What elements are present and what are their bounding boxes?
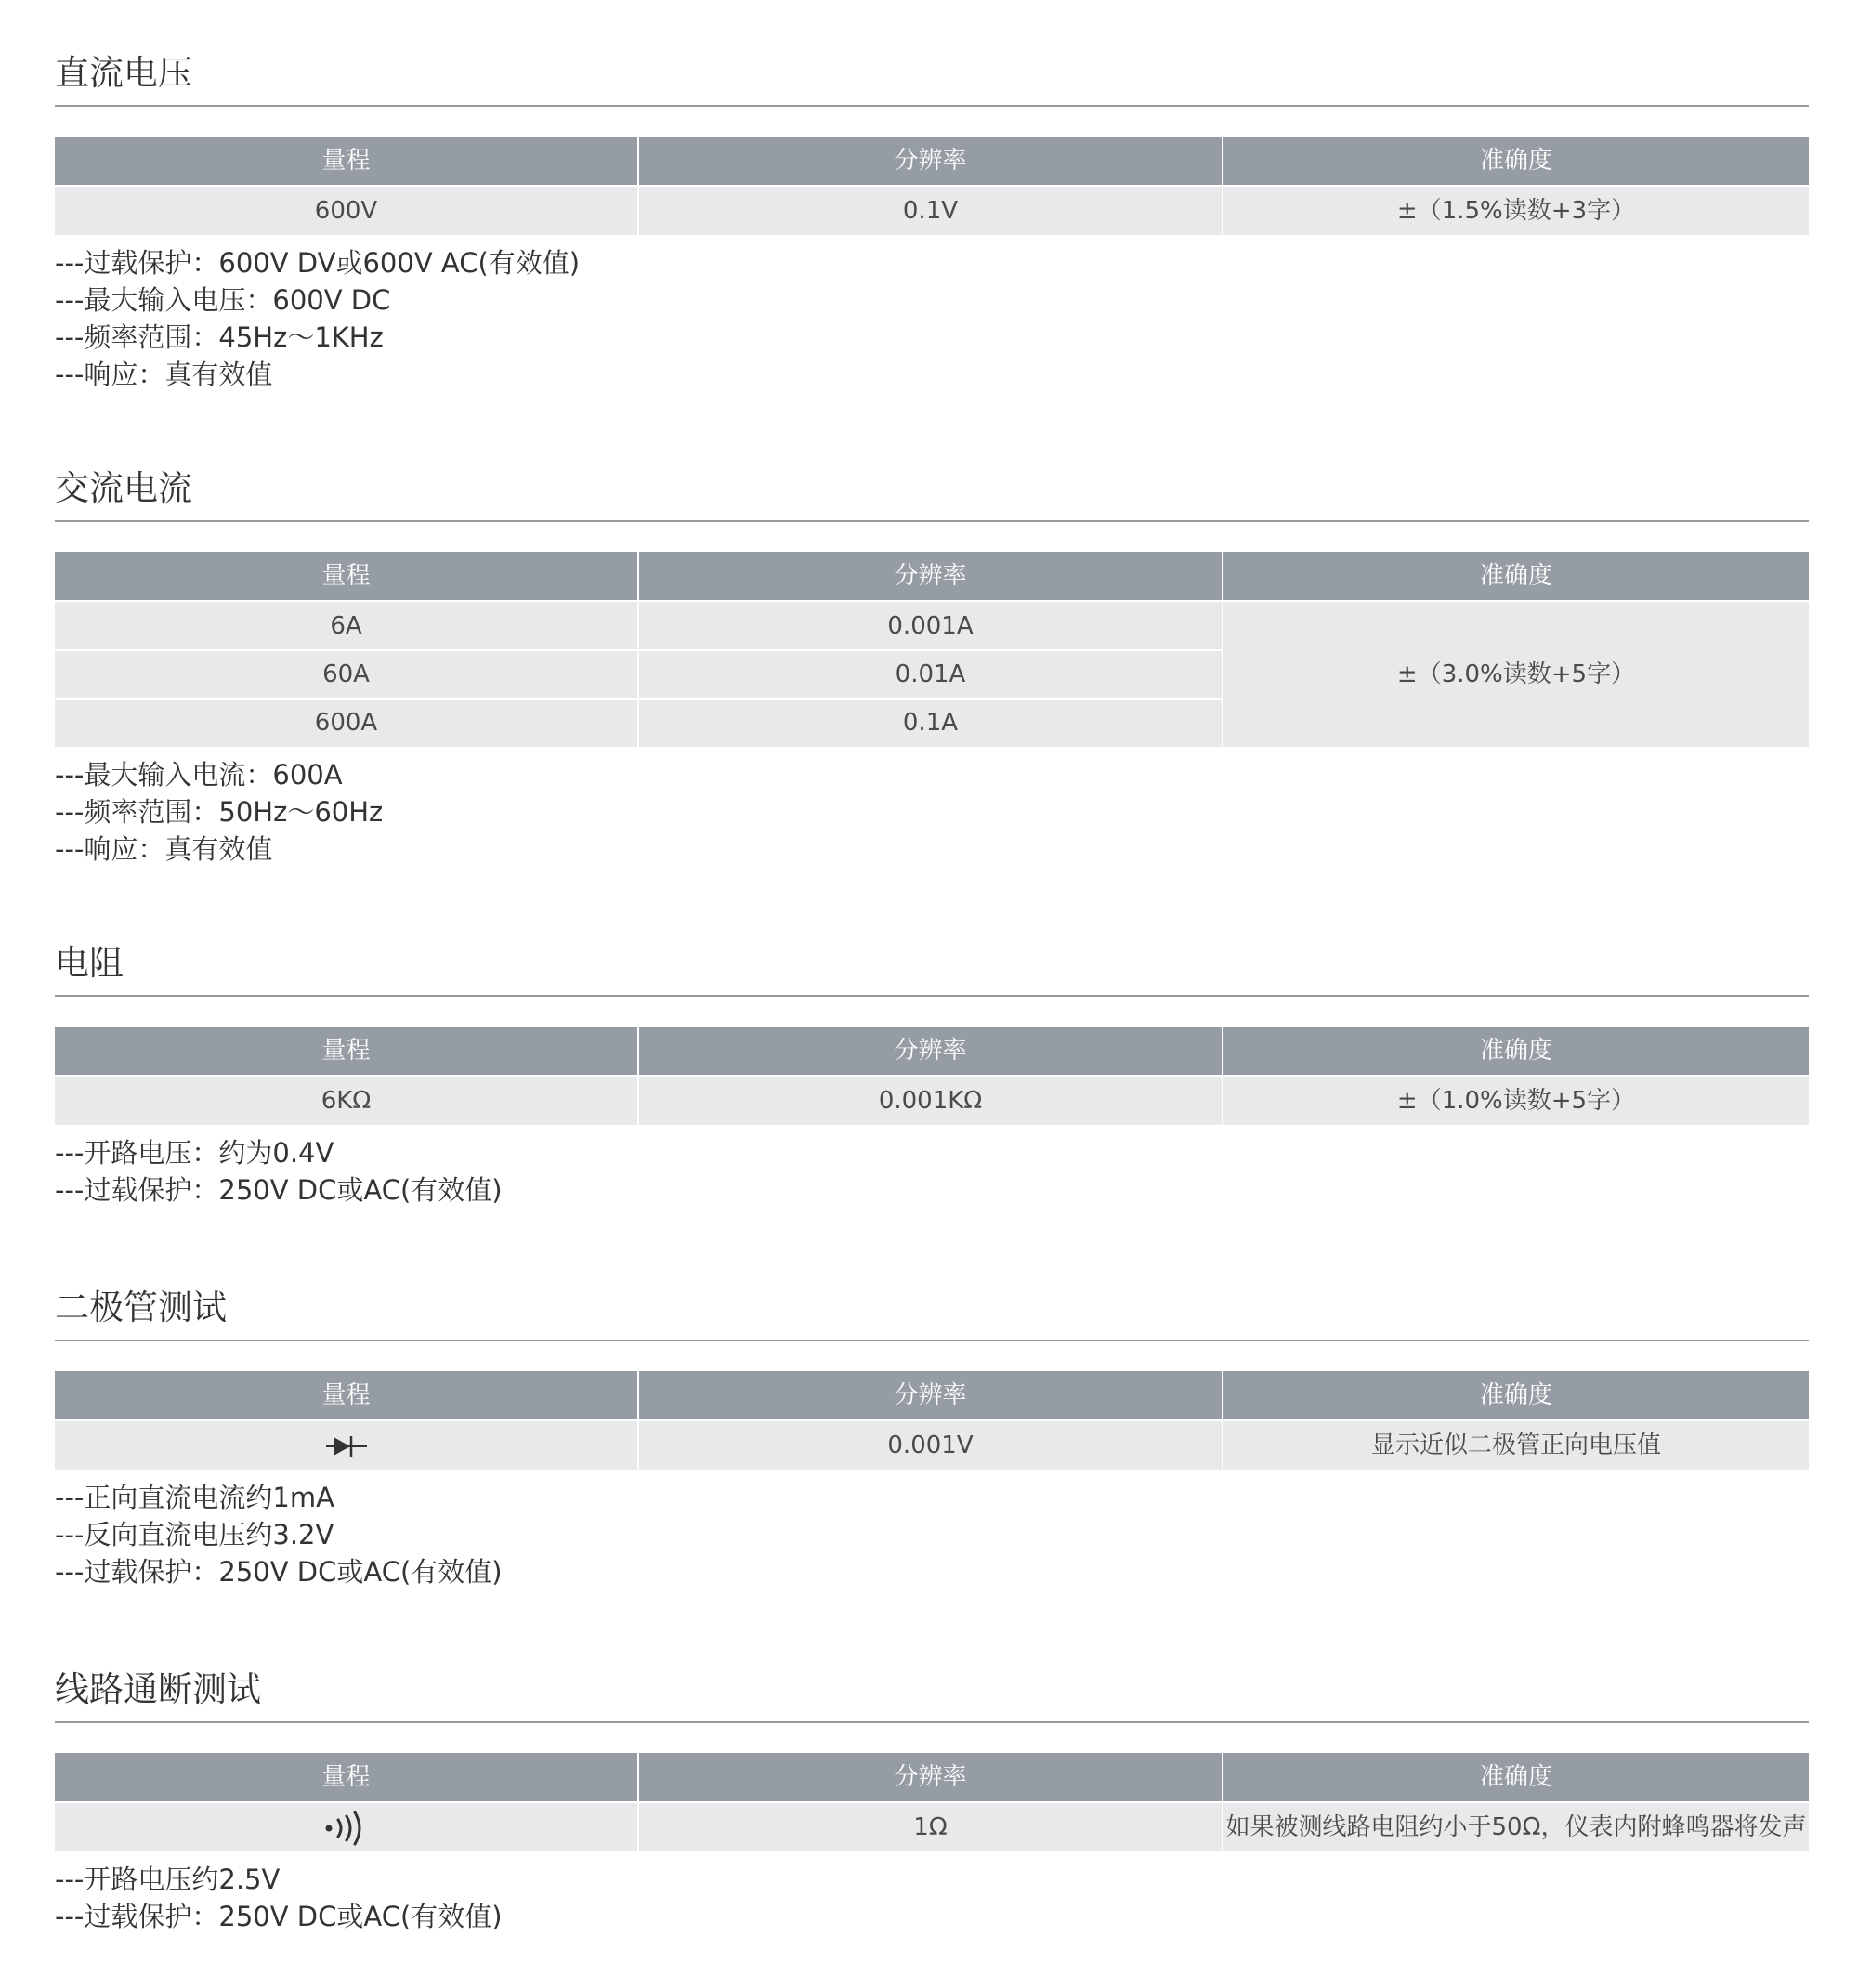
table-header-row (55, 1371, 1809, 1419)
table-row (55, 1077, 1809, 1125)
table-header-row (55, 552, 1809, 600)
cell-accuracy: ±（1.5%读数+3字） (1223, 187, 1809, 235)
notes-list (55, 1134, 1170, 1209)
header-accuracy: 准确度 (1223, 552, 1809, 600)
cell-range: 600V (55, 187, 637, 235)
cell-resolution: 0.1A (639, 699, 1222, 747)
cell-range: 6A (55, 602, 637, 650)
note-item: ---开路电压约2.5V (55, 1864, 281, 1895)
note-item: ---响应：真有效值 (55, 359, 273, 390)
cell-range: 600A (55, 699, 637, 747)
cell-accuracy: ±（1.0%读数+5字） (1223, 1077, 1809, 1125)
table-header-row (55, 1027, 1809, 1075)
note-item: ---频率范围：45Hz～1KHz (55, 321, 384, 353)
cell-resolution: 0.001A (639, 602, 1222, 650)
section-title: 线路通断测试 (55, 1669, 261, 1709)
header-resolution: 分辨率 (639, 1753, 1222, 1801)
header-accuracy: 准确度 (1223, 1027, 1809, 1075)
note-item: ---频率范围：50Hz～60Hz (55, 796, 384, 828)
notes-list (55, 1479, 1170, 1590)
header-range: 量程 (55, 552, 637, 600)
header-range: 量程 (55, 1753, 637, 1801)
row-divider (55, 698, 1222, 700)
notes-list (55, 244, 1170, 393)
cell-range: 6KΩ (55, 1077, 637, 1125)
section-divider (55, 105, 1809, 107)
section-title: 二极管测试 (55, 1288, 227, 1328)
notes-list (55, 756, 1170, 868)
cell-accuracy-merged: ±（3.0%读数+5字） (1223, 602, 1809, 747)
section-title: 交流电流 (55, 468, 192, 508)
cell-range (55, 1421, 637, 1470)
table-row (55, 187, 1809, 235)
cell-resolution: 0.001KΩ (639, 1077, 1222, 1125)
note-item: ---开路电压：约为0.4V (55, 1137, 334, 1169)
header-range: 量程 (55, 137, 637, 185)
note-item: ---正向直流电流约1mA (55, 1482, 334, 1513)
header-range: 量程 (55, 1371, 637, 1419)
header-resolution: 分辨率 (639, 1027, 1222, 1075)
cell-resolution: 0.1V (639, 187, 1222, 235)
section-title: 电阻 (55, 943, 124, 983)
header-resolution: 分辨率 (639, 1371, 1222, 1419)
cell-range: 60A (55, 650, 637, 699)
note-item: ---反向直流电压约3.2V (55, 1519, 334, 1550)
table-header-row (55, 137, 1809, 185)
note-item: ---过载保护：250V DC或AC(有效值) (55, 1556, 503, 1588)
section-title: 直流电压 (55, 53, 192, 93)
header-accuracy: 准确度 (1223, 137, 1809, 185)
note-item: ---过载保护：250V DC或AC(有效值) (55, 1901, 503, 1932)
section-divider (55, 1721, 1809, 1723)
cell-range (55, 1803, 637, 1851)
diode-icon (324, 1432, 369, 1460)
header-resolution: 分辨率 (639, 552, 1222, 600)
note-item: ---最大输入电流：600A (55, 759, 343, 791)
section-divider (55, 520, 1809, 522)
notes-list (55, 1861, 1170, 1935)
table-header-row (55, 1753, 1809, 1801)
note-item: ---过载保护：600V DV或600V AC(有效值) (55, 247, 581, 279)
section-divider (55, 995, 1809, 997)
table-row (55, 1803, 1809, 1851)
note-item: ---最大输入电压：600V DC (55, 284, 391, 316)
header-accuracy: 准确度 (1223, 1753, 1809, 1801)
note-item: ---过载保护：250V DC或AC(有效值) (55, 1174, 503, 1206)
note-item: ---响应：真有效值 (55, 833, 273, 865)
cell-accuracy: 如果被测线路电阻约小于50Ω，仪表内附蜂鸣器将发声 (1223, 1803, 1809, 1851)
row-divider (55, 649, 1222, 651)
cell-accuracy: 显示近似二极管正向电压值 (1223, 1421, 1809, 1470)
cell-resolution: 0.001V (639, 1421, 1222, 1470)
table-row (55, 1421, 1809, 1470)
header-range: 量程 (55, 1027, 637, 1075)
cell-resolution: 1Ω (639, 1803, 1222, 1851)
header-accuracy: 准确度 (1223, 1371, 1809, 1419)
section-divider (55, 1340, 1809, 1341)
header-resolution: 分辨率 (639, 137, 1222, 185)
cell-resolution: 0.01A (639, 650, 1222, 699)
continuity-beep-icon (323, 1810, 370, 1847)
